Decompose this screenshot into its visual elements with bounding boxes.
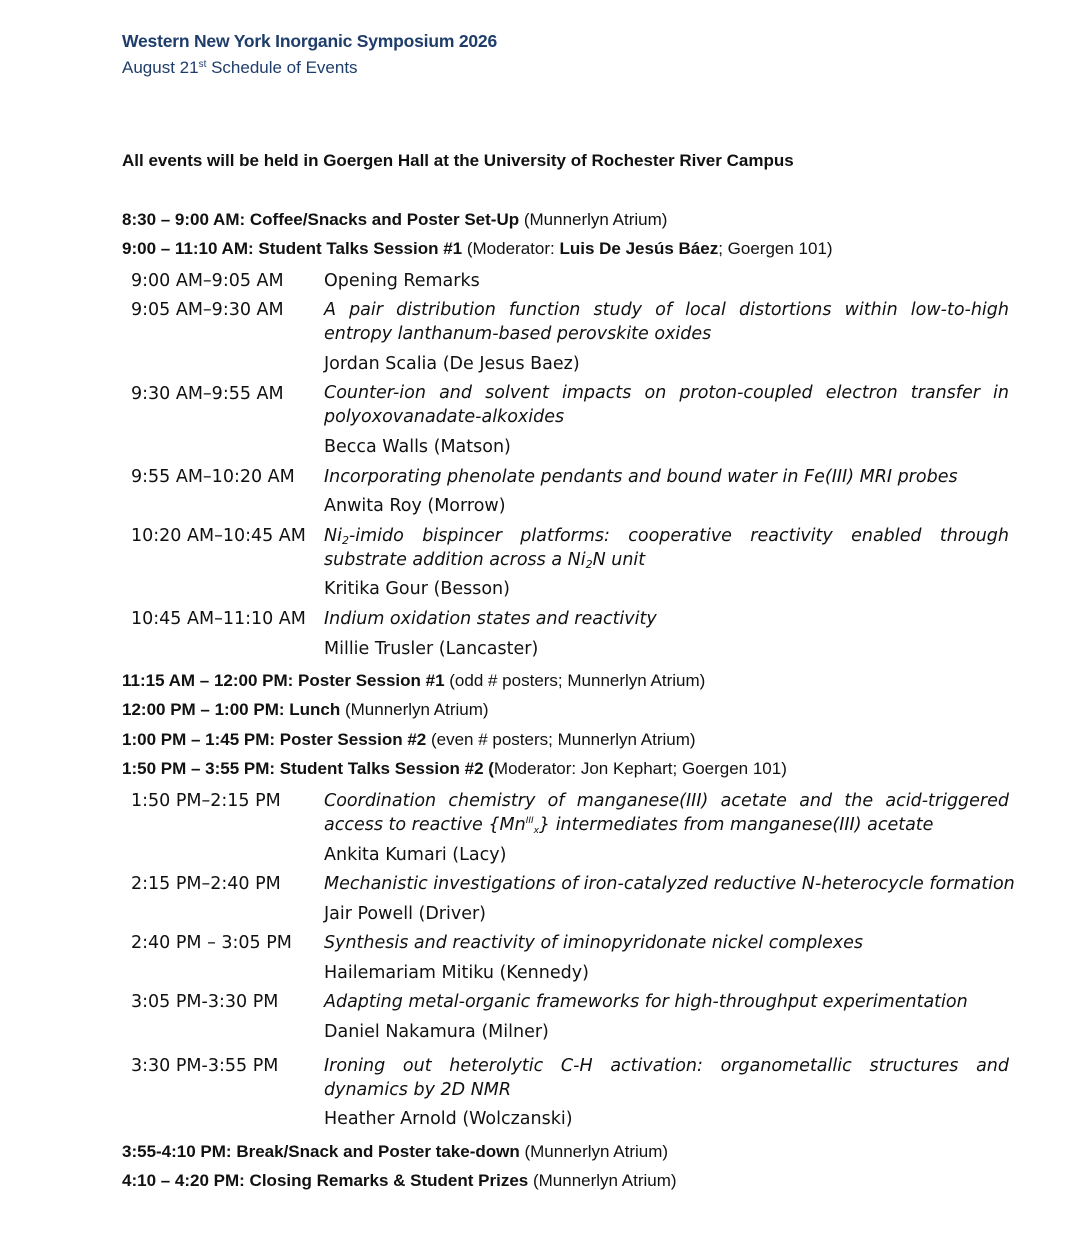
talk-speaker: Ankita Kumari (Lacy) [324, 845, 507, 865]
talk-time: 9:30 AM–9:55 AM [131, 384, 284, 404]
talk-time: 3:05 PM-3:30 PM [131, 992, 279, 1012]
talk-time: 2:15 PM–2:40 PM [131, 874, 281, 894]
talk-speaker: Jair Powell (Driver) [324, 904, 487, 924]
talk-title: Coordination chemistry of manganese(III) acetate and the acid-triggered access to reactive $\{Mn^{III}_x\}$ intermediates from manganese(III) acetate [324, 791, 1009, 836]
talk-title: Indium oxidation states and reactivity [324, 609, 657, 629]
talk-speaker: Millie Trusler (Lancaster) [324, 639, 539, 659]
talk-time: 9:00 AM–9:05 AM [131, 271, 284, 291]
talk-time: 10:20 AM–10:45 AM [131, 526, 306, 546]
talk-title: A pair distribution function study of local distortions within low-to-high entropy lanthanum-based perovskite oxides [324, 300, 1009, 344]
page-title: Western New York Inorganic Symposium 2026 [122, 31, 497, 51]
event-poster-1: 11:15 AM – 12:00 PM: Poster Session #1 (odd # posters; Munnerlyn Atrium) [122, 671, 706, 690]
talk-speaker: Jordan Scalia (De Jesus Baez) [324, 354, 580, 374]
event-break: 3:55-4:10 PM: Break/Snack and Poster take-down (Munnerlyn Atrium) [122, 1142, 669, 1161]
event-closing: 4:10 – 4:20 PM: Closing Remarks & Student Prizes (Munnerlyn Atrium) [122, 1171, 677, 1190]
talk-title: Counter-ion and solvent impacts on proton-coupled electron transfer in polyoxovanadate-alkoxides [324, 383, 1009, 427]
talk-time: 2:40 PM – 3:05 PM [131, 933, 292, 953]
talk-time: 9:55 AM–10:20 AM [131, 467, 295, 487]
talk-speaker: Hailemariam Mitiku (Kennedy) [324, 963, 589, 983]
talk-time: 1:50 PM–2:15 PM [131, 791, 281, 811]
talk-time: 9:05 AM–9:30 AM [131, 300, 284, 320]
talk-title: Opening Remarks [324, 271, 480, 291]
event-coffee: 8:30 – 9:00 AM: Coffee/Snacks and Poster Set-Up (Munnerlyn Atrium) [122, 210, 668, 229]
subtitle-ordinal: st [198, 59, 207, 70]
talk-speaker: Daniel Nakamura (Milner) [324, 1022, 549, 1042]
subtitle-text: Schedule of Events [206, 58, 358, 77]
talk-title: Ironing out heterolytic C-H activation: organometallic structures and dynamics by 2D NMR [324, 1056, 1009, 1100]
talk-time: 10:45 AM–11:10 AM [131, 609, 306, 629]
talk-speaker: Heather Arnold (Wolczanski) [324, 1109, 573, 1129]
event-lunch: 12:00 PM – 1:00 PM: Lunch (Munnerlyn Atrium) [122, 700, 489, 719]
talk-time: 3:30 PM-3:55 PM [131, 1056, 279, 1076]
event-session-2: 1:50 PM – 3:55 PM: Student Talks Session #2 (Moderator: Jon Kephart; Goergen 101) [122, 759, 787, 778]
subtitle-date: August 21 [122, 58, 199, 77]
moderator-name: Luis De Jesús Báez [559, 239, 719, 258]
event-session-1: 9:00 – 11:10 AM: Student Talks Session #1 (Moderator: Luis De Jesús Báez; Goergen 101) [122, 239, 833, 258]
talk-title: Synthesis and reactivity of iminopyridonate nickel complexes [324, 933, 864, 953]
talk-speaker: Kritika Gour (Besson) [324, 579, 510, 599]
talk-title: $Ni_2$-imido bispincer platforms: cooperative reactivity enabled through substrate addition across a $Ni_2N$ unit [324, 526, 1009, 571]
talk-speaker: Anwita Roy (Morrow) [324, 496, 506, 516]
event-poster-2: 1:00 PM – 1:45 PM: Poster Session #2 (even # posters; Munnerlyn Atrium) [122, 730, 696, 749]
talk-title: Adapting metal-organic frameworks for high-throughput experimentation [324, 992, 968, 1012]
talk-title: Mechanistic investigations of iron-catalyzed reductive N-heterocycle formation [324, 874, 1015, 894]
talk-title: Incorporating phenolate pendants and bound water in Fe(III) MRI probes [324, 467, 958, 487]
page-subtitle [122, 58, 358, 78]
talk-speaker: Becca Walls (Matson) [324, 437, 511, 457]
location-note: All events will be held in Goergen Hall at the University of Rochester River Campus [122, 151, 794, 170]
